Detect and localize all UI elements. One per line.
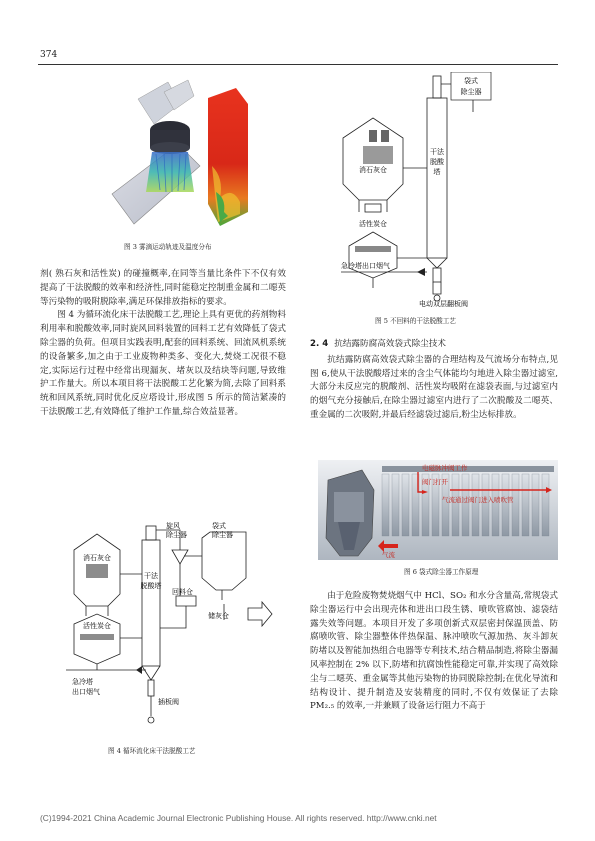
figure-4-caption: 图 4 循环流化床干法脱酸工艺 <box>108 747 196 755</box>
section-heading <box>310 338 558 352</box>
fig5-emergency-label: 急冷塔出口烟气 <box>341 262 390 270</box>
fig4-carbon-bin-label: 活性炭仓 <box>83 622 111 630</box>
figure-4-diagram <box>62 520 274 738</box>
section-number: 2. 4 <box>310 339 329 349</box>
left-column-text <box>40 268 286 420</box>
fig5-tower-label-3: 塔 <box>433 168 441 176</box>
fig4-tower-label-2: 脱酸塔 <box>140 582 162 590</box>
fig5-carbon-bin-label: 活性炭仓 <box>359 220 387 228</box>
figure-5-diagram <box>333 72 493 310</box>
left-paragraph-1: 剂( 熟石灰和活性炭) 的碰撞概率,在同等当量比条件下不仅有效提高了干法脱酸的效率和经济性,同时能稳定控制重金属和二噁英等污染物的吸附脱除率,满足环保排放指标的要求。 <box>40 269 286 307</box>
fig6-pulse-valve-label: 电磁脉冲阀工作 <box>422 464 468 472</box>
fig4-plate-valve-label: 插板阀 <box>158 698 179 706</box>
figure-6-caption: 图 6 袋式除尘器工作原理 <box>404 568 479 576</box>
fig5-tower-label-1: 干法 <box>430 148 444 156</box>
fig4-baghouse-label-2: 除尘器 <box>212 531 233 539</box>
right-column-text-bottom <box>310 590 558 714</box>
fig4-cyclone-label-2: 除尘器 <box>166 531 187 539</box>
fig4-return-bin-label: 回料仓 <box>172 588 193 596</box>
fig4-ash-bin-label: 储灰仓 <box>208 612 229 620</box>
right-paragraph-2: 由于危险废物焚烧烟气中 HCl、SO₂ 和水分含量高,常规袋式除尘器运行中会出现壳体和进出口段生锈、喷吹管腐蚀、滤袋结露失效等问题。本项目开发了多项创新式双层密封保温顶盖、防腐喷吹管、除尘器整体伴热保温、脉冲喷吹气源加热、灰斗卸灰防堵以及智能加热组合电器等专利技术,结合精品制造,将除尘器漏风率控制在 2% 以下,防堵和抗腐蚀性能稳定可靠,并实现了高效除尘与二噁英、重金属等其他污染物的协同脱除控制;在优化导流和结构设计、提升制造及安装精度的同时,不仅有效保证了去除 PM₂.₅ 的效率,一并兼顾了设备运行阻力不高于 <box>310 591 558 712</box>
fig6-gas-in-label: 气流通过阀门进入喷吹管 <box>442 496 514 504</box>
fig4-tower-label-1: 干法 <box>144 572 158 580</box>
fig4-emergency-label-2: 出口烟气 <box>72 688 100 696</box>
figure-6-image <box>318 460 558 560</box>
fig5-flap-valve-label: 电动双层翻板阀 <box>419 300 468 308</box>
left-paragraph-2: 图 4 为循环流化床干法脱酸工艺,理论上具有更优的药剂物料利用率和脱酸效率,同时旋风回料装置的回料工艺有效降低了袋式除尘器的负荷。但项目实践表明,配套的回料系统、回流风机系统的设备繁多,加之由于工业废物种类多、变化大,焚烧工况很不稳定,实际运行过程中经常出现漏灰、堵灰以及结块等问题,导致维护工作量大。所以本项目将干法脱酸工艺化繁为简,去除了回料系统和回风系统,同时优化反应塔设计,形成图 5 所示的简洁紧凑的干法脱酸工艺,有效降低了维护工作量,综合效益显著。 <box>40 310 286 417</box>
figure-5-caption: 图 5 不回料的干法脱酸工艺 <box>375 317 456 325</box>
fig4-emergency-label-1: 急冷塔 <box>72 678 93 686</box>
page-number: 374 <box>40 50 58 60</box>
fig5-tower-label-2: 脱酸 <box>430 158 444 166</box>
fig5-baghouse-label-2: 除尘器 <box>460 88 482 96</box>
fig4-baghouse-label-1: 袋式 <box>212 522 226 530</box>
copyright-footer: (C)1994-2021 China Academic Journal Electronic Publishing House. All rights reserved. http://www.cnki.net <box>40 813 437 823</box>
fig5-baghouse-label-1: 袋式 <box>464 77 478 85</box>
right-column-text-top <box>310 338 558 423</box>
fig6-valve-open-label: 阀门打开 <box>422 478 448 486</box>
header-rule <box>38 64 558 65</box>
section-title: 抗结露防腐高效袋式除尘技术 <box>334 339 446 349</box>
right-paragraph-1: 抗结露防腐高效袋式除尘器的合理结构及气流场分布特点,见图 6,使从干法脱酸塔过来的含尘气体能均匀地进入除尘器过滤室,大部分未反应完的脱酸剂、活性炭均吸附在滤袋表面,与过滤室内的烟气充分接触后,在除尘器过滤室内进行了二次脱酸及二噁英、重金属的二次吸附,并最后经滤袋过滤后,粉尘达标排放。 <box>310 354 558 420</box>
figure-3-image <box>108 74 264 234</box>
fig5-lime-bin-label: 消石灰仓 <box>359 166 387 174</box>
fig4-lime-bin-label: 消石灰仓 <box>83 554 111 562</box>
fig6-gas-flow-label-1: 气流 <box>382 551 395 559</box>
figure-3-caption: 图 3 雾滴运动轨迹及温度分布 <box>124 243 212 251</box>
fig4-cyclone-label-1: 旋风 <box>166 522 180 530</box>
